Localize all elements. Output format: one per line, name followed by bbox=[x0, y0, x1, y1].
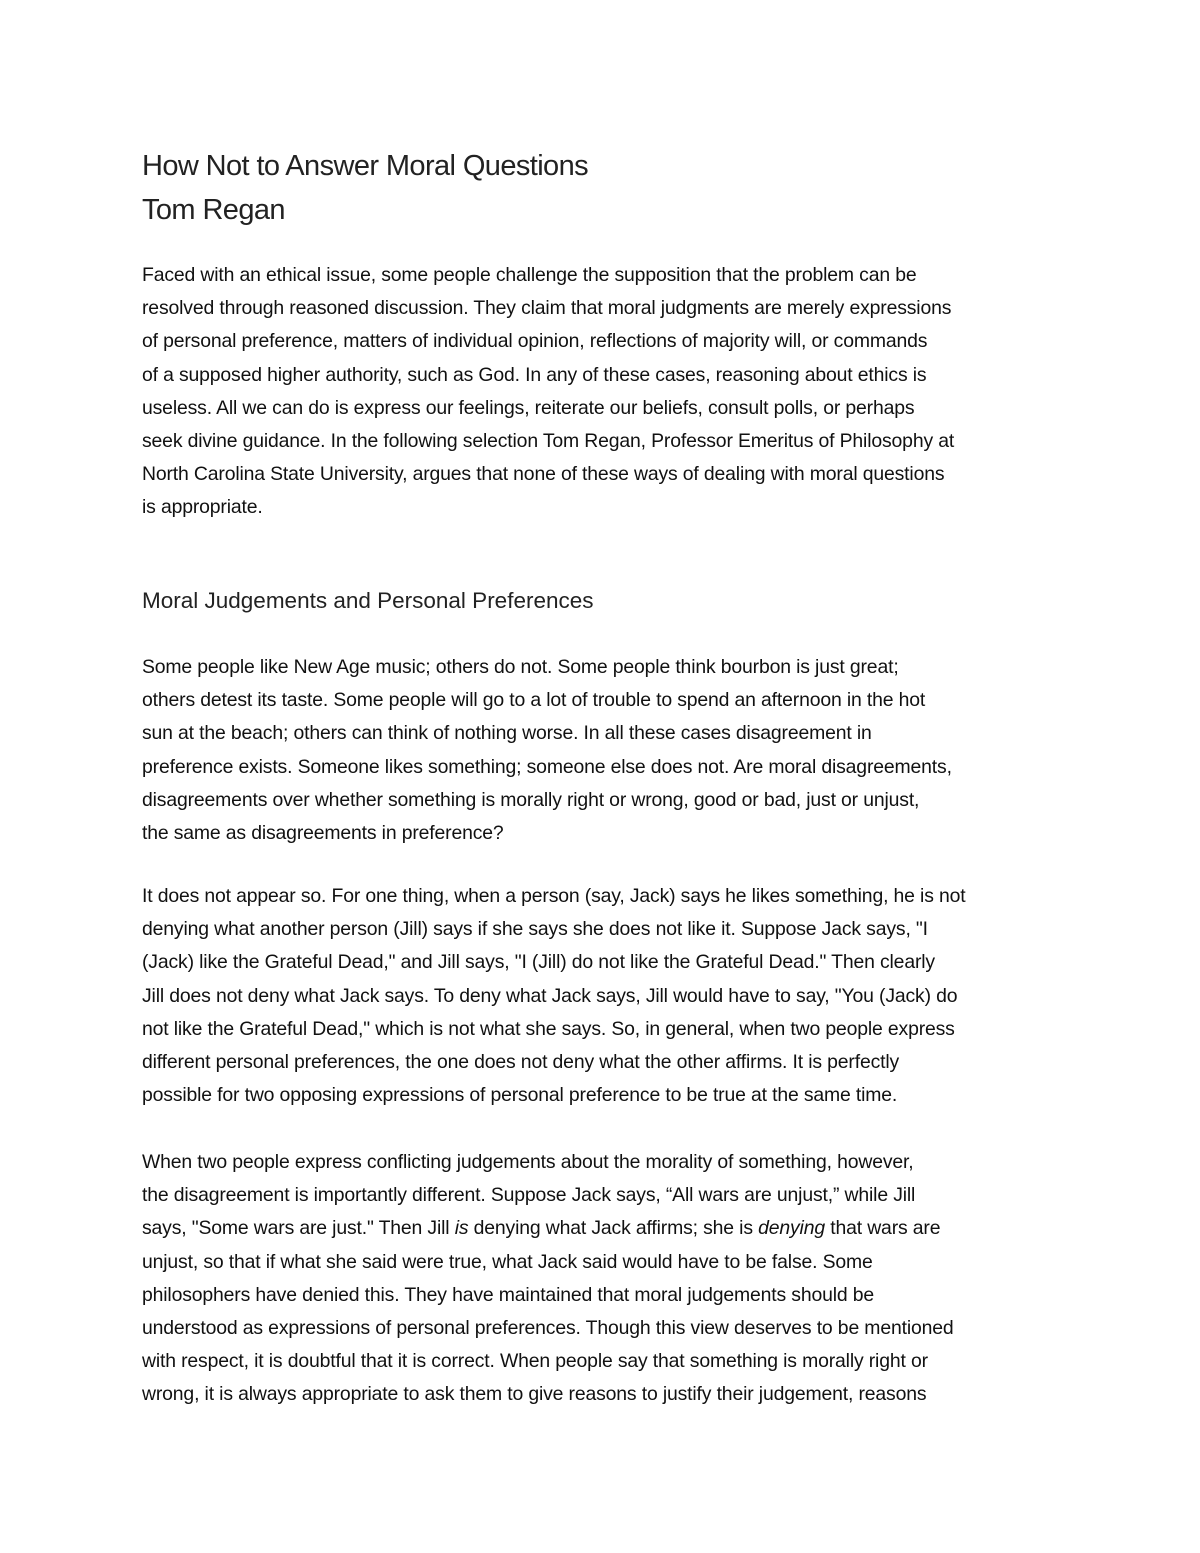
paragraph-line: disagreements over whether something is morally right or wrong, good or bad, just or unjust, bbox=[142, 788, 920, 811]
paragraph-line: with respect, it is doubtful that it is correct. When people say that something is morally right or bbox=[142, 1350, 928, 1373]
paragraph-line: Faced with an ethical issue, some people challenge the supposition that the problem can be bbox=[142, 264, 917, 286]
paragraph-line: others detest its taste. Some people will go to a lot of trouble to spend an afternoon in the hot bbox=[142, 689, 926, 712]
paragraph-line: not like the Grateful Dead," which is not what she says. So, in general, when two people express bbox=[142, 1017, 955, 1040]
paragraph-line: of a supposed higher authority, such as God. In any of these cases, reasoning about ethics is bbox=[142, 363, 927, 386]
section-heading: Moral Judgements and Personal Preferences bbox=[142, 588, 594, 613]
document-title: How Not to Answer Moral Questions bbox=[142, 150, 588, 182]
paragraph-line: the disagreement is importantly different. Suppose Jack says, “All wars are unjust,” while Jill bbox=[142, 1184, 916, 1207]
paragraph-line: useless. All we can do is express our feelings, reiterate our beliefs, consult polls, or perhaps bbox=[142, 396, 915, 419]
emphasis-denying: denying bbox=[758, 1217, 825, 1240]
paragraph-line: resolved through reasoned discussion. They claim that moral judgments are merely expressions bbox=[142, 297, 952, 320]
text-run: that wars are bbox=[824, 1217, 941, 1240]
paragraph-line: (Jack) like the Grateful Dead," and Jill says, "I (Jill) do not like the Grateful Dead." Then clearly bbox=[142, 951, 935, 974]
emphasis-is: is bbox=[454, 1217, 469, 1240]
paragraph-line: preference exists. Someone likes something; someone else does not. Are moral disagreements, bbox=[142, 755, 952, 778]
paragraph-line: It does not appear so. For one thing, when a person (say, Jack) says he likes something, he is not bbox=[142, 885, 966, 907]
text-run: denying what Jack affirms; she is bbox=[468, 1217, 759, 1240]
paragraph-line: denying what another person (Jill) says if she says she does not like it. Suppose Jack says, "I bbox=[142, 918, 928, 941]
paragraph-line: is appropriate. bbox=[142, 496, 263, 519]
paragraph-line: North Carolina State University, argues that none of these ways of dealing with moral questions bbox=[142, 463, 945, 486]
paragraph-line: understood as expressions of personal preferences. Though this view deserves to be mentioned bbox=[142, 1317, 954, 1340]
paragraph-line: possible for two opposing expressions of personal preference to be true at the same time. bbox=[142, 1084, 898, 1107]
paragraph-line: sun at the beach; others can think of nothing worse. In all these cases disagreement in bbox=[142, 722, 872, 745]
document-author: Tom Regan bbox=[142, 194, 285, 226]
paragraph-line: When two people express conflicting judgements about the morality of something, however, bbox=[142, 1151, 914, 1173]
paragraph-line: different personal preferences, the one does not deny what the other affirms. It is perfectly bbox=[142, 1051, 900, 1074]
intro-paragraph bbox=[142, 259, 1062, 525]
paragraph-line: seek divine guidance. In the following selection Tom Regan, Professor Emeritus of Philosophy at bbox=[142, 430, 955, 453]
paragraph-line: of personal preference, matters of individual opinion, reflections of majority will, or commands bbox=[142, 330, 928, 353]
paragraph-line: philosophers have denied this. They have maintained that moral judgements should be bbox=[142, 1283, 875, 1306]
document-title-block bbox=[142, 144, 1062, 232]
body-paragraph-jack-jill bbox=[142, 880, 1062, 1112]
paragraph-line: unjust, so that if what she said were true, what Jack said would have to be false. Some bbox=[142, 1250, 873, 1273]
paragraph-line: Some people like New Age music; others do not. Some people think bourbon is just great; bbox=[142, 656, 899, 678]
body-paragraph-preferences bbox=[142, 651, 1062, 850]
paragraph-line: Jill does not deny what Jack says. To deny what Jack says, Jill would have to say, "You (Jack) do bbox=[142, 984, 958, 1007]
paragraph-line: wrong, it is always appropriate to ask them to give reasons to justify their judgement, reasons bbox=[142, 1383, 927, 1406]
text-run: says, "Some wars are just." Then Jill bbox=[142, 1217, 455, 1240]
paragraph-line-with-emphasis bbox=[142, 1212, 1062, 1245]
paragraph-line: the same as disagreements in preference? bbox=[142, 822, 504, 845]
body-paragraph-moral-disagreement bbox=[142, 1146, 1062, 1412]
